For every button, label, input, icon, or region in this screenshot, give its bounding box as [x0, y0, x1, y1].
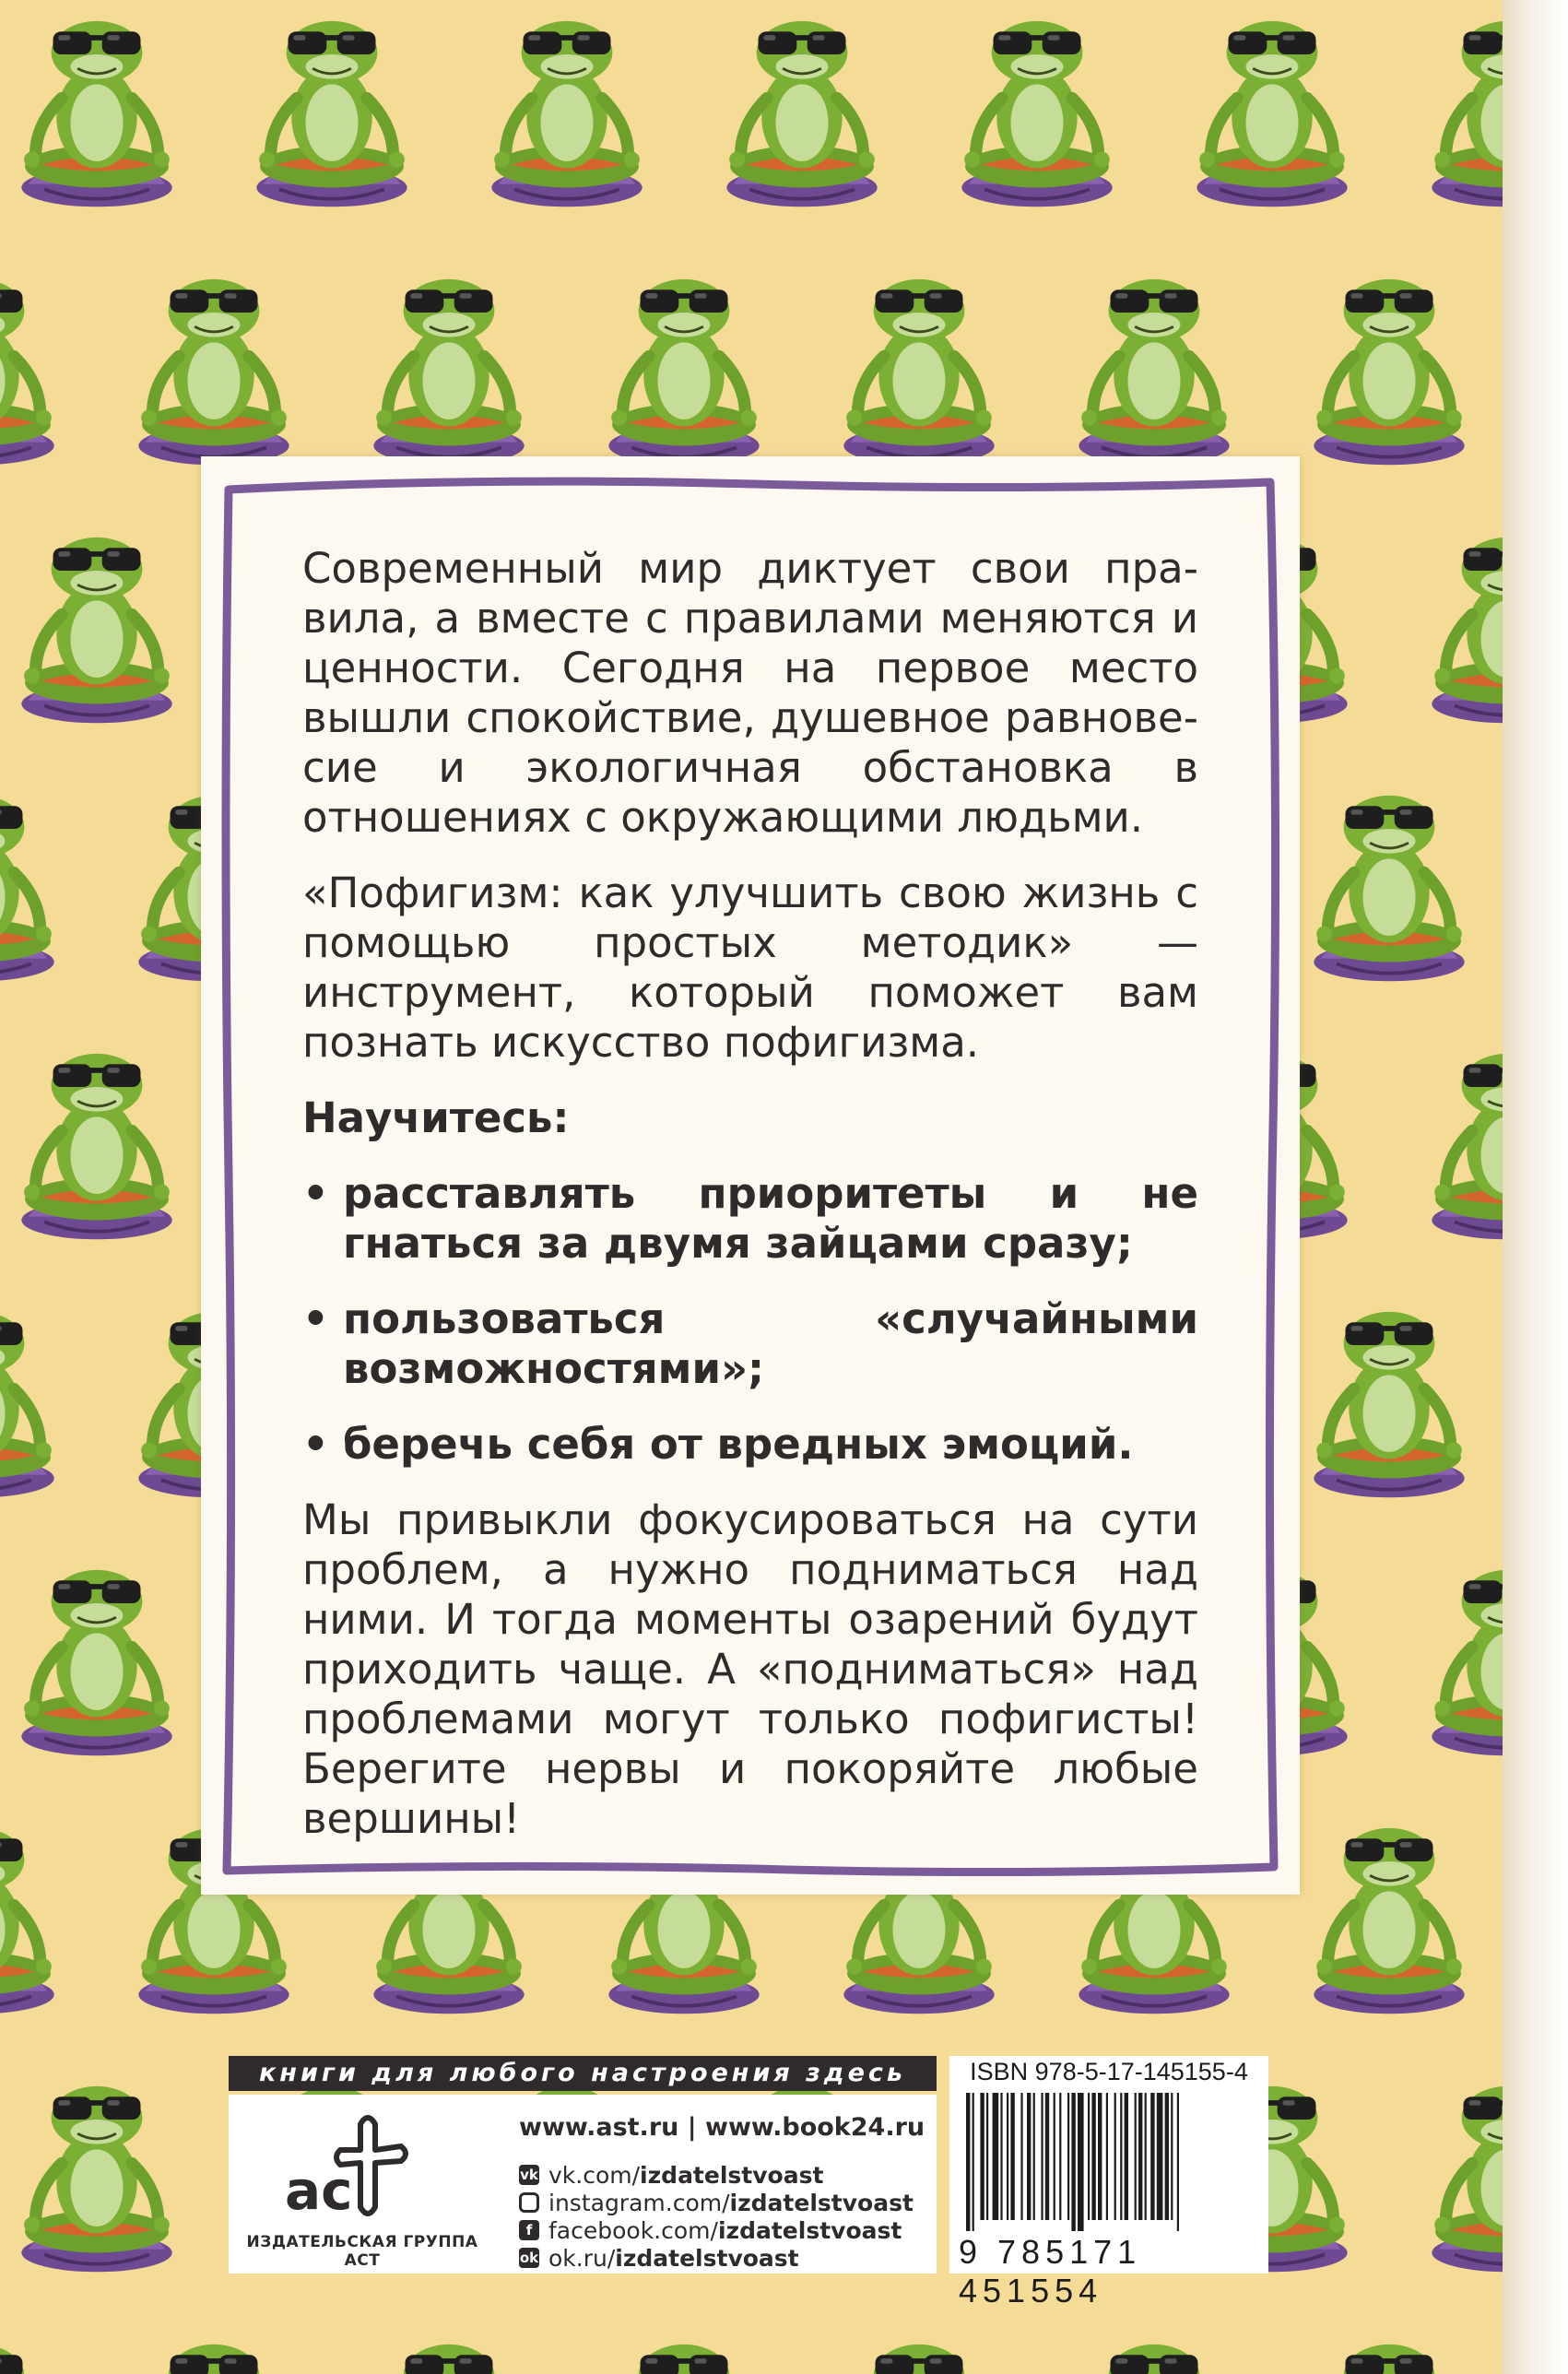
book-spine-edge — [1503, 0, 1568, 2374]
social-link-facebook[interactable] — [519, 2216, 914, 2244]
logo-caption: ИЗДАТЕЛЬСКАЯ ГРУППА АСТ — [246, 2233, 478, 2270]
frog-illustration — [0, 2344, 54, 2374]
barcode-bar — [1088, 2093, 1090, 2220]
bullet-dot: • — [302, 1169, 329, 1218]
barcode-bar — [1150, 2093, 1154, 2220]
barcode-bar — [1171, 2093, 1173, 2220]
frog-illustration — [961, 21, 1112, 207]
barcode-bar — [1114, 2093, 1116, 2220]
social-link-instagram[interactable] — [519, 2189, 914, 2216]
publisher-block — [229, 2056, 937, 2274]
publisher-slogan: книги для любого настроения здесь — [229, 2056, 937, 2091]
bullet-dot: • — [302, 1294, 329, 1343]
publisher-websites[interactable]: www.ast.ru | www.book24.ru — [519, 2113, 925, 2142]
social-link-vk[interactable] — [519, 2161, 914, 2189]
frog-illustration — [1314, 1828, 1464, 2014]
description-paragraph-1: Современный мир диктует свои правила, а вместе с правилами меняются и ценности. Сегодня на первое место вышли спокойствие, душевное равновесие и экологичная обстановка в отношениях с окружающими людьми. — [302, 544, 1198, 842]
ast-logo — [279, 2106, 418, 2226]
barcode-bar — [1165, 2093, 1169, 2220]
frog-illustration — [21, 1570, 171, 1755]
barcode-block — [949, 2056, 1268, 2309]
odnoklassniki-icon: ok — [519, 2250, 539, 2266]
barcode-bar — [1059, 2093, 1061, 2220]
frog-illustration — [1197, 21, 1347, 207]
barcode-bar — [1120, 2093, 1122, 2220]
frog-illustration — [1314, 2344, 1464, 2374]
frog-illustration — [1314, 1312, 1464, 1497]
social-handle: izdatelstvoast — [729, 2189, 914, 2216]
frog-illustration — [373, 279, 524, 465]
social-handle: izdatelstvoast — [640, 2161, 824, 2189]
svg-text:ac: ac — [285, 2159, 353, 2222]
facebook-icon: f — [519, 2220, 539, 2240]
bullet-item — [302, 1420, 1198, 1470]
barcode-bar — [1045, 2093, 1049, 2220]
social-handle: izdatelstvoast — [717, 2216, 902, 2244]
description-paragraph-3: Мы привыкли фокусироваться на сути проблем, а нужно подниматься над ними. И тогда моменты озарений будут приходить чаще. А «подниматься» над проблемами могут только пофигисты! Берегите нервы и покоряйте любые вершины! — [302, 1495, 1198, 1843]
barcode-bar — [1041, 2093, 1043, 2220]
social-prefix: vk.com/ — [548, 2161, 641, 2189]
frog-illustration — [21, 537, 171, 723]
frog-illustration — [138, 2344, 289, 2374]
barcode-bar — [1027, 2093, 1031, 2220]
frog-illustration — [843, 279, 994, 465]
bullet-text: расставлять приоритеты и не гнаться за двумя зайцами сразу; — [343, 1169, 1198, 1268]
vk-icon: vk — [520, 2167, 538, 2183]
frog-illustration — [608, 279, 759, 465]
frog-illustration — [1314, 796, 1464, 981]
frog-illustration — [0, 279, 54, 465]
barcode-bar — [1078, 2093, 1084, 2231]
description-card — [201, 456, 1300, 1895]
frog-illustration — [21, 2086, 171, 2272]
social-links — [519, 2161, 914, 2272]
barcode-digits: 9 785171 451554 — [959, 2233, 1142, 2309]
frog-illustration — [256, 21, 407, 207]
barcode-bar — [1135, 2093, 1137, 2220]
barcode-bar — [973, 2093, 974, 2231]
frog-illustration — [0, 796, 54, 981]
bullet-item — [302, 1169, 1198, 1269]
frog-illustration — [608, 2344, 759, 2374]
barcode-bar — [1145, 2093, 1147, 2220]
publisher-panel — [229, 2095, 937, 2274]
bullet-text: пользоваться «случайными возможностями»; — [343, 1294, 1198, 1393]
barcode-bar — [1125, 2093, 1128, 2220]
social-handle: izdatelstvoast — [615, 2244, 799, 2272]
barcode-bar — [1020, 2093, 1022, 2220]
barcode-bar — [993, 2093, 999, 2220]
barcode-bar — [1000, 2093, 1002, 2220]
bullet-item — [302, 1294, 1198, 1394]
description-text — [302, 544, 1198, 1870]
isbn-number: ISBN 978-5-17-145155-4 — [970, 2058, 1248, 2085]
instagram-icon — [519, 2192, 539, 2213]
barcode-bar — [1091, 2093, 1095, 2220]
barcode-bars — [962, 2093, 1259, 2231]
frog-illustration — [138, 279, 289, 465]
frog-illustration — [21, 21, 171, 207]
frog-illustration — [1079, 2344, 1229, 2374]
bullet-text: беречь себя от вредных эмоций. — [343, 1420, 1134, 1469]
barcode-bar — [1106, 2093, 1108, 2220]
barcode-bar — [1157, 2093, 1163, 2220]
barcode-bar — [1054, 2093, 1055, 2220]
social-prefix: ok.ru/ — [548, 2244, 616, 2272]
barcode-bar — [1138, 2093, 1142, 2220]
frog-illustration — [1079, 279, 1229, 465]
learn-heading: Научитесь: — [302, 1093, 570, 1142]
description-paragraph-2: «Пофигизм: как улучшить свою жизнь с помощью простых методик» — инструмент, который поможет вам познать искусство пофигизма. — [302, 868, 1198, 1067]
barcode-bar — [1067, 2093, 1069, 2220]
bullet-dot: • — [302, 1420, 329, 1469]
frog-illustration — [491, 21, 642, 207]
frog-illustration — [0, 1828, 54, 2014]
frog-illustration — [1314, 279, 1464, 465]
barcode-bar — [1010, 2093, 1014, 2220]
frog-illustration — [843, 2344, 994, 2374]
barcode-bar — [1007, 2093, 1008, 2220]
social-link-odnoklassniki[interactable] — [519, 2244, 914, 2272]
barcode-bar — [1071, 2093, 1075, 2231]
barcode-bar — [1177, 2093, 1179, 2231]
frog-illustration — [21, 1054, 171, 1239]
barcode-bar — [1098, 2093, 1102, 2220]
barcode-bar — [980, 2093, 984, 2220]
frog-illustration — [0, 1312, 54, 1497]
social-prefix: facebook.com/ — [548, 2216, 718, 2244]
barcode-bar — [966, 2093, 970, 2231]
frog-illustration — [373, 2344, 524, 2374]
barcode-bar — [986, 2093, 988, 2220]
frog-illustration — [726, 21, 877, 207]
social-prefix: instagram.com/ — [548, 2189, 730, 2216]
barcode-bar — [1033, 2093, 1035, 2220]
